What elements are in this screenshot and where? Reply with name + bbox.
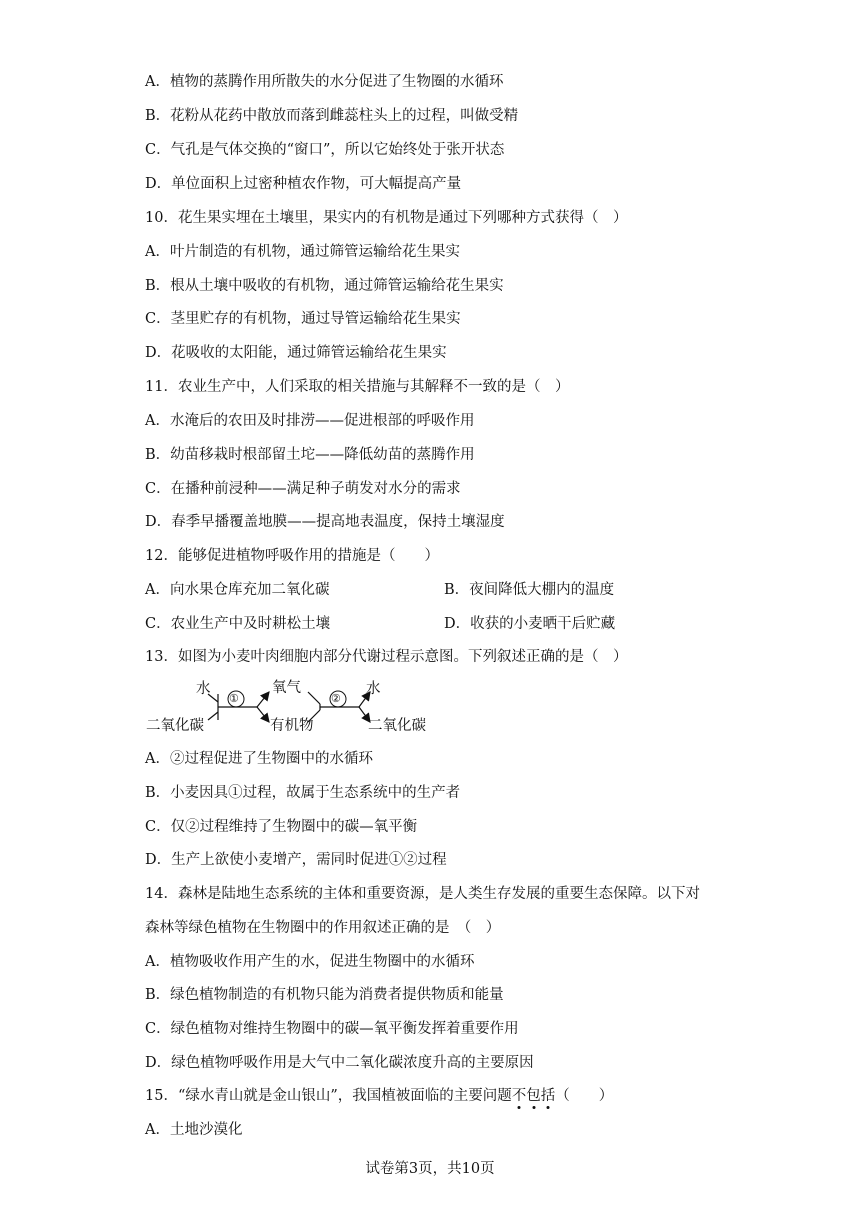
page-footer: 试卷第3页，共10页 [365,1161,495,1177]
q12-option-c: C．农业生产中及时耕松土壤 [145,616,331,632]
q14-option-b: B．绿色植物制造的有机物只能为消费者提供物质和能量 [145,987,504,1003]
diagram-organic-matter: 有机物 [270,718,314,734]
q12-option-a: A．向水果仓库充加二氧化碳 [145,582,330,598]
diagram-oxygen: 氧气 [272,680,301,696]
q14-stem-line1: 14．森林是陆地生态系统的主体和重要资源，是人类生存发展的重要生态保障。以下对 [145,886,700,902]
diagram-water-input: 水 [196,681,211,697]
metabolism-diagram [142,676,442,738]
q11-option-a: A．水淹后的农田及时排涝——促进根部的呼吸作用 [145,413,475,429]
diagram-co2-output: 二氧化碳 [368,718,426,734]
q10-option-d: D．花吸收的太阳能，通过筛管运输给花生果实 [145,345,447,361]
q10-option-b: B．根从土壤中吸收的有机物，通过筛管运输给花生果实 [145,278,504,294]
emphasis-char: 括 [540,1088,556,1104]
q13-option-a: A．②过程促进了生物圈中的水循环 [145,751,373,767]
q15-option-a: A．土地沙漠化 [145,1122,243,1138]
q13-option-d: D．生产上欲使小麦增产，需同时促进①②过程 [145,852,447,868]
q10-option-a: A．叶片制造的有机物，通过筛管运输给花生果实 [145,244,460,260]
q14-option-a: A．植物吸收作用产生的水，促进生物圈中的水循环 [145,954,475,970]
diagram-water-output: 水 [366,681,381,697]
q9-option-c: C．气孔是气体交换的“窗口”，所以它始终处于张开状态 [145,142,505,158]
q14-option-d: D．绿色植物呼吸作用是大气中二氧化碳浓度升高的主要原因 [145,1055,534,1071]
q14-stem-line2: 森林等绿色植物在生物圈中的作用叙述正确的是 （ ） [145,920,501,936]
emphasis-char: 不 [511,1088,527,1104]
q13-stem: 13．如图为小麦叶肉细胞内部分代谢过程示意图。下列叙述正确的是（ ） [145,649,628,665]
diagram-step-1: ① [229,692,239,705]
q11-option-d: D．春季早播覆盖地膜——提高地表温度，保持土壤湿度 [145,514,505,530]
q15-answer-blank: （ ） [555,1088,614,1104]
diagram-co2-input: 二氧化碳 [146,718,204,734]
q11-stem: 11．农业生产中，人们采取的相关措施与其解释不一致的是（ ） [145,379,570,395]
q15-stem [145,1086,613,1106]
q11-option-c: C．在播种前浸种——满足种子萌发对水分的需求 [145,481,461,497]
q14-option-c: C．绿色植物对维持生物圈中的碳—氧平衡发挥着重要作用 [145,1021,519,1037]
q10-stem: 10．花生果实埋在土壤里，果实内的有机物是通过下列哪种方式获得（ ） [145,210,628,226]
q12-option-d: D．收获的小麦晒干后贮藏 [444,616,616,632]
q15-stem-text: 15．“绿水青山就是金山银山”，我国植被面临的主要问题 [145,1088,512,1104]
q9-option-a: A．植物的蒸腾作用所散失的水分促进了生物圈的水循环 [145,74,504,90]
q13-option-c: C．仅②过程维持了生物圈中的碳—氧平衡 [145,819,418,835]
q12-stem: 12．能够促进植物呼吸作用的措施是（ ） [145,548,439,564]
diagram-step-2: ② [331,692,341,705]
q9-option-b: B．花粉从花药中散放而落到雌蕊柱头上的过程，叫做受精 [145,108,519,124]
q11-option-b: B．幼苗移栽时根部留土坨——降低幼苗的蒸腾作用 [145,447,475,463]
emphasis-char: 包 [526,1088,541,1104]
q12-option-b: B．夜间降低大棚内的温度 [444,582,615,598]
q13-option-b: B．小麦因具①过程，故属于生态系统中的生产者 [145,785,461,801]
q10-option-c: C．茎里贮存的有机物，通过导管运输给花生果实 [145,311,461,327]
q9-option-d: D．单位面积上过密种植农作物，可大幅提高产量 [145,176,462,192]
